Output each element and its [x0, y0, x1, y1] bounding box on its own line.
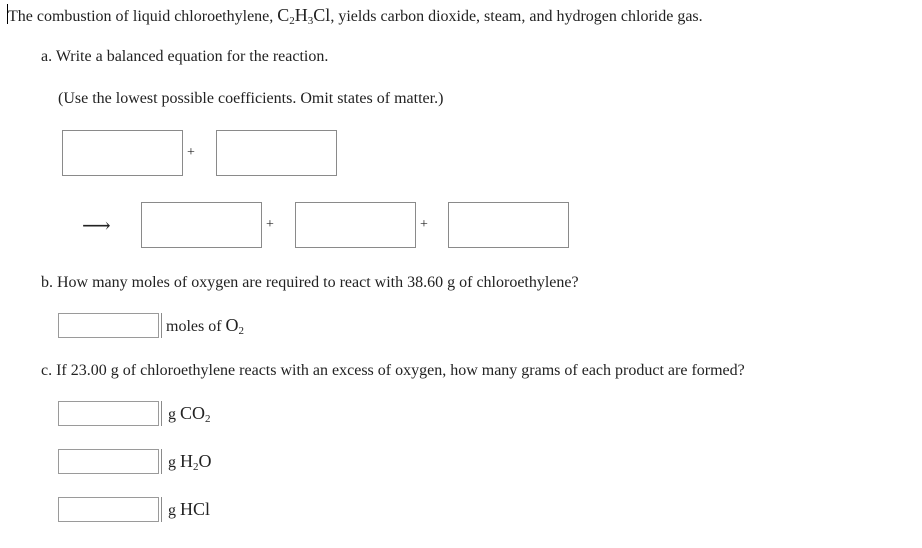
unit-o: O: [198, 451, 212, 471]
unit-o: O: [225, 315, 239, 335]
part-a-note: (Use the lowest possible coefficients. Omit states of matter.): [58, 90, 444, 107]
unit-g: g: [168, 454, 180, 471]
reaction-arrow: ⟶: [82, 215, 111, 237]
co2-unit: [168, 403, 211, 425]
formula-h: H: [294, 5, 308, 25]
plus-sign: +: [420, 217, 428, 232]
unit-co: CO: [180, 403, 206, 423]
separator: [182, 130, 183, 176]
formula-c: C: [277, 5, 290, 25]
unit-o-sub: 2: [238, 325, 245, 337]
moles-oxygen-input[interactable]: [58, 313, 159, 338]
grams-co2-input[interactable]: [58, 401, 159, 426]
formula-h-sub: 3: [307, 15, 314, 27]
unit-co-sub: 2: [205, 413, 211, 425]
unit-moles-label: moles of: [166, 318, 226, 335]
problem-statement: [8, 5, 703, 27]
separator: [161, 497, 162, 522]
unit-hcl: HCl: [180, 499, 211, 519]
hcl-unit: [168, 499, 210, 521]
product-2-input[interactable]: [295, 202, 416, 248]
plus-sign: +: [266, 217, 274, 232]
formula-c-sub: 2: [289, 15, 295, 27]
unit-h: H: [180, 451, 193, 471]
separator: [161, 449, 162, 474]
intro-lead: The combustion of liquid chloroethylene,: [8, 8, 278, 25]
part-a-prompt: a. Write a balanced equation for the reaction.: [41, 48, 329, 65]
moles-o2-unit: [166, 315, 244, 337]
reactant-1-input[interactable]: [62, 130, 183, 176]
product-3-input[interactable]: [448, 202, 569, 248]
unit-g: g: [168, 502, 180, 519]
part-b-prompt: b. How many moles of oxygen are required to react with 38.60 g of chloroethylene?: [41, 274, 579, 291]
unit-g: g: [168, 406, 180, 423]
intro-trail: , yields carbon dioxide, steam, and hydrogen chloride gas.: [330, 8, 703, 25]
separator: [415, 202, 416, 248]
reactant-2-input[interactable]: [216, 130, 337, 176]
product-1-input[interactable]: [141, 202, 262, 248]
grams-hcl-input[interactable]: [58, 497, 159, 522]
unit-h-sub: 2: [193, 461, 199, 473]
chloroethylene-formula: [277, 5, 330, 25]
grams-h2o-input[interactable]: [58, 449, 159, 474]
plus-sign: +: [187, 145, 195, 160]
h2o-unit: [168, 451, 212, 473]
separator: [161, 313, 162, 338]
separator: [261, 202, 262, 248]
formula-cl: Cl: [313, 5, 331, 25]
part-c-prompt: c. If 23.00 g of chloroethylene reacts with an excess of oxygen, how many grams of each product are formed?: [41, 362, 745, 379]
separator: [161, 401, 162, 426]
